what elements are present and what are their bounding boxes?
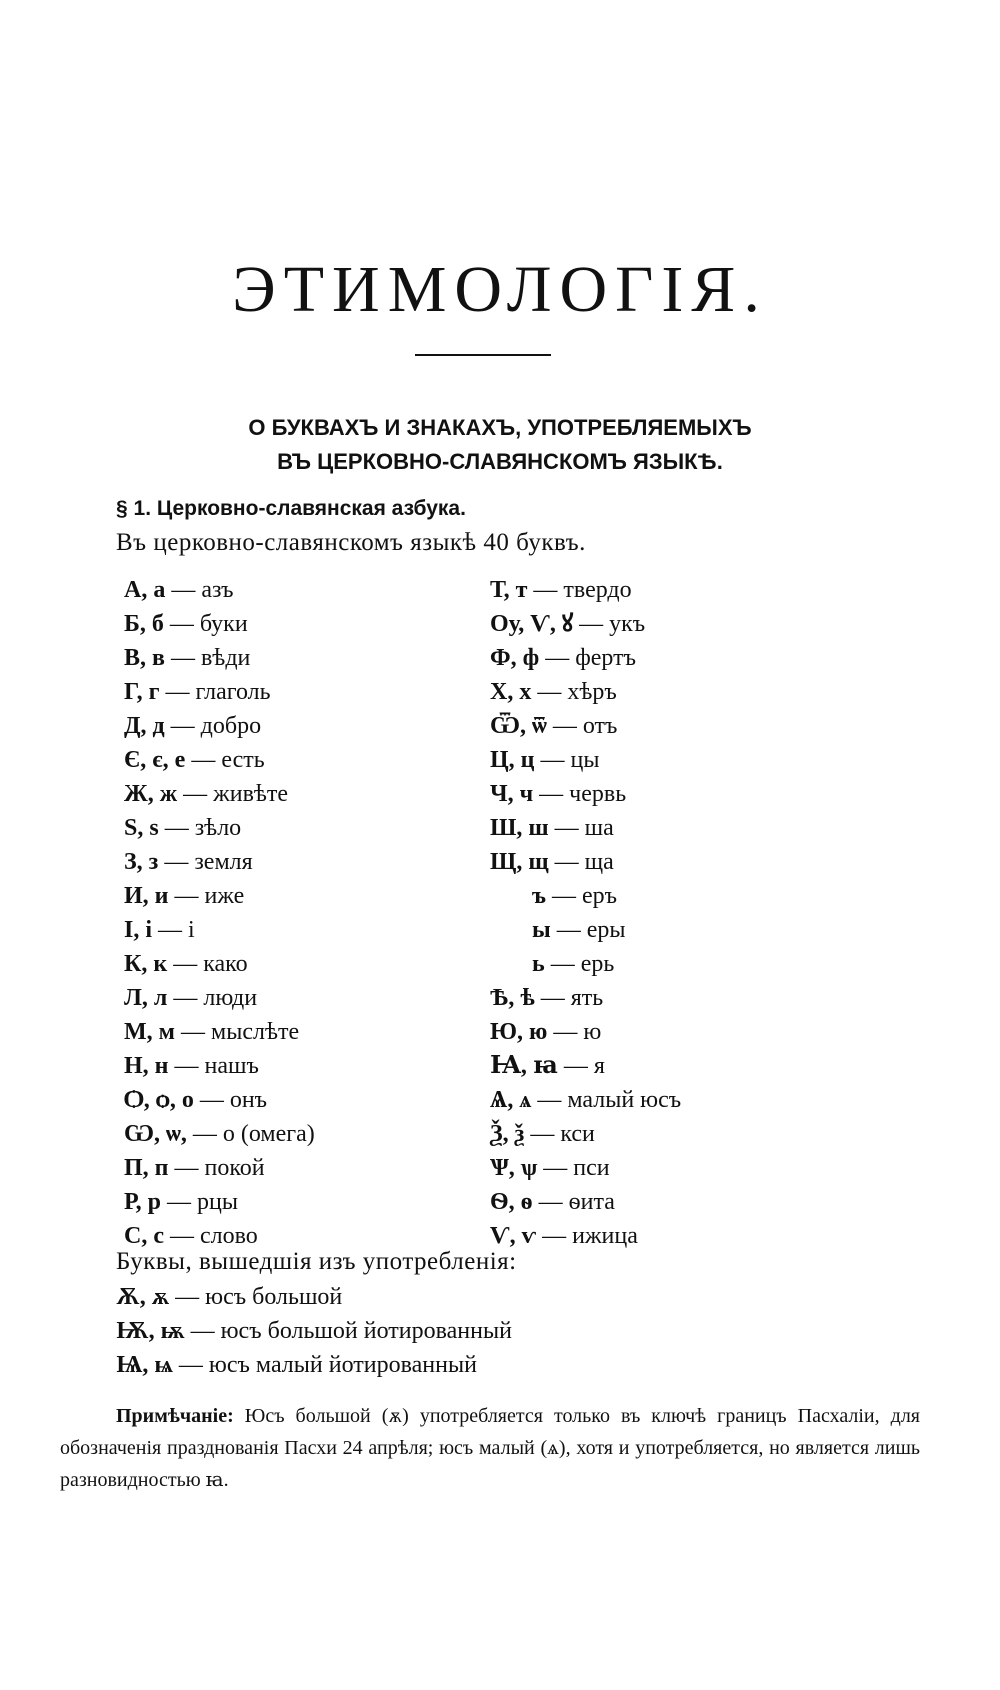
letter-glyphs: Л, л (124, 985, 168, 1011)
letter-glyphs: ь (532, 951, 545, 977)
letter-glyphs: Ж, ж (124, 781, 178, 807)
letter-name: — ша (554, 815, 614, 841)
letter-name: — пси (543, 1155, 610, 1181)
letter-glyphs: Ꙗ, ꙗ (490, 1053, 558, 1079)
alphabet-right-column (490, 573, 681, 1253)
letter-glyphs: Ѕ, ѕ (124, 815, 159, 841)
letter-glyphs: Ю, ю (490, 1019, 548, 1045)
letter-name: — рцы (167, 1189, 238, 1215)
letter-glyphs: Ѳ, ѳ (490, 1189, 533, 1215)
letter-glyphs: Ш, ш (490, 815, 549, 841)
letter-glyphs: Ѻ, ѻ, о (124, 1087, 194, 1113)
letter-glyphs: Є, є, е (124, 747, 186, 773)
letter-name: — ять (540, 985, 604, 1011)
alphabet-row (490, 1117, 681, 1151)
letter-name: — добро (170, 713, 262, 739)
alphabet-row (124, 1083, 315, 1117)
page-title: ЭТИМОЛОГІЯ. (232, 253, 768, 326)
alphabet-row (124, 879, 315, 913)
alphabet-row (490, 1151, 681, 1185)
letter-glyphs: З, з (124, 849, 159, 875)
letter-glyphs: Г, г (124, 679, 160, 705)
letter-name: — червь (539, 781, 627, 807)
title-rule (415, 354, 551, 356)
letter-name: — мыслѣте (181, 1019, 300, 1045)
obsolete-letter-row (116, 1314, 512, 1348)
letter-glyphs: А, а (124, 577, 166, 603)
letter-glyphs: Ѭ, ѭ (116, 1318, 185, 1344)
alphabet-row (124, 709, 315, 743)
letter-name: — ерь (550, 951, 615, 977)
alphabet-row (490, 743, 681, 777)
letter-name: — твердо (533, 577, 632, 603)
alphabet-row (490, 811, 681, 845)
letter-glyphs: Б, б (124, 611, 164, 637)
letter-name: — я (563, 1053, 605, 1079)
letter-name: — ѳита (538, 1189, 615, 1215)
letter-name: — живѣте (183, 781, 289, 807)
letter-name: — онъ (199, 1087, 268, 1113)
letter-name: — ща (554, 849, 614, 875)
alphabet-row (124, 811, 315, 845)
letter-glyphs: Ѣ, ѣ (490, 985, 535, 1011)
letter-glyphs: ы (532, 917, 551, 943)
letter-glyphs: В, в (124, 645, 165, 671)
letter-glyphs: И, и (124, 883, 169, 909)
letter-name: — юсъ большой йотированный (190, 1318, 512, 1344)
alphabet-row (490, 607, 681, 641)
alphabet-row (490, 641, 681, 675)
alphabet-row (124, 1015, 315, 1049)
letter-name: — буки (169, 611, 248, 637)
letter-name: — нашъ (174, 1053, 259, 1079)
obsolete-letter-row (116, 1348, 512, 1382)
letter-name: — укъ (579, 611, 646, 637)
letter-name: — глаголь (165, 679, 271, 705)
letter-name: — ю (553, 1019, 602, 1045)
alphabet-row (490, 709, 681, 743)
alphabet-row (124, 641, 315, 675)
alphabet-row (124, 981, 315, 1015)
letter-glyphs: Ч, ч (490, 781, 534, 807)
letter-glyphs: Р, р (124, 1189, 162, 1215)
alphabet-row (124, 743, 315, 777)
letter-name: — азъ (171, 577, 234, 603)
letter-name: — цы (540, 747, 600, 773)
letter-name: — земля (164, 849, 253, 875)
letter-glyphs: Ѩ, ѩ (116, 1352, 173, 1378)
letter-name: — юсъ малый йотированный (178, 1352, 477, 1378)
alphabet-row (490, 879, 681, 913)
alphabet-row (124, 913, 315, 947)
letter-glyphs: С, с (124, 1223, 164, 1249)
letter-name: — есть (191, 747, 265, 773)
letter-name: — иже (174, 883, 245, 909)
footnote-text: Юсъ большой (ѫ) употребляется только въ ключѣ границъ Пасхаліи, для обозначенія празднованія Пасхи 24 апрѣля; юсъ малый (ѧ), хотя и употребляется, но является лишь разновидностью ꙗ. (60, 1405, 921, 1491)
obsolete-letters-list (116, 1280, 512, 1382)
letter-glyphs: П, п (124, 1155, 169, 1181)
letter-name: — кси (530, 1121, 595, 1147)
letter-glyphs: Д, д (124, 713, 165, 739)
alphabet-row (490, 845, 681, 879)
letter-glyphs: Щ, щ (490, 849, 549, 875)
letter-name: — малый юсъ (537, 1087, 682, 1113)
alphabet-row (490, 573, 681, 607)
letter-glyphs: Ѱ, ѱ (490, 1155, 538, 1181)
letter-name: — како (173, 951, 248, 977)
letter-glyphs: Оу, Ѵ, ꙋ (490, 611, 574, 637)
alphabet-left-column (124, 573, 315, 1253)
alphabet-row (124, 845, 315, 879)
footnote-label: Примѣчаніе: (116, 1405, 234, 1427)
alphabet-row (490, 1015, 681, 1049)
alphabet-row (490, 1219, 681, 1253)
letter-glyphs: Н, н (124, 1053, 169, 1079)
footnote (60, 1400, 920, 1496)
alphabet-row (490, 981, 681, 1015)
letter-name: — і (158, 917, 195, 943)
letter-name: — отъ (552, 713, 618, 739)
alphabet-row (124, 947, 315, 981)
letter-glyphs: К, к (124, 951, 168, 977)
letter-glyphs: Ѵ, ѵ (490, 1223, 537, 1249)
alphabet-row (490, 1185, 681, 1219)
letter-glyphs: Ѯ, ѯ (490, 1121, 525, 1147)
alphabet-row (124, 1185, 315, 1219)
letter-name: — слово (169, 1223, 258, 1249)
obsolete-letters-heading: Буквы, вышедшія изъ употребленія: (116, 1248, 517, 1275)
alphabet-row (124, 1151, 315, 1185)
alphabet-row (124, 573, 315, 607)
alphabet-row (124, 1049, 315, 1083)
letter-glyphs: Т, т (490, 577, 528, 603)
intro-text: Въ церковно-славянскомъ языкѣ 40 буквъ. (116, 529, 586, 556)
alphabet-row (490, 947, 681, 981)
section-heading: § 1. Церковно-славянская азбука. (116, 497, 466, 520)
alphabet-row (490, 1083, 681, 1117)
letter-glyphs: М, м (124, 1019, 175, 1045)
alphabet-row (490, 675, 681, 709)
chapter-subtitle-line-1: О БУКВАХЪ И ЗНАКАХЪ, УПОТРЕБЛЯЕМЫХЪ (248, 415, 752, 440)
obsolete-letter-row (116, 1280, 512, 1314)
letter-name: — фертъ (545, 645, 637, 671)
letter-glyphs: Ѫ, ѫ (116, 1284, 170, 1310)
letter-glyphs: ъ (532, 883, 546, 909)
letter-name: — покой (174, 1155, 265, 1181)
letter-name: — вѣди (170, 645, 251, 671)
alphabet-row (490, 1049, 681, 1083)
letter-name: — хѣръ (537, 679, 617, 705)
letter-name: — еръ (552, 883, 618, 909)
alphabet-row (124, 777, 315, 811)
alphabet-row (124, 607, 315, 641)
letter-glyphs: Х, х (490, 679, 532, 705)
alphabet-row (490, 913, 681, 947)
letter-name: — зѣло (164, 815, 242, 841)
letter-name: — о (омега) (192, 1121, 315, 1147)
letter-glyphs: Ѡ, ѡ, (124, 1121, 187, 1147)
letter-name: — еры (556, 917, 626, 943)
chapter-subtitle-line-2: ВЪ ЦЕРКОВНО-СЛАВЯНСКОМЪ ЯЗЫКѢ. (277, 449, 723, 474)
alphabet-row (124, 675, 315, 709)
letter-name: — люди (173, 985, 258, 1011)
letter-glyphs: Ѧ, ѧ (490, 1087, 532, 1113)
letter-glyphs: І, і (124, 917, 153, 943)
letter-glyphs: Ѿ, ѿ (490, 713, 547, 739)
letter-glyphs: Ф, ф (490, 645, 540, 671)
letter-name: — ижица (542, 1223, 638, 1249)
letter-name: — юсъ большой (175, 1284, 343, 1310)
letter-glyphs: Ц, ц (490, 747, 535, 773)
alphabet-row (490, 777, 681, 811)
alphabet-row (124, 1117, 315, 1151)
